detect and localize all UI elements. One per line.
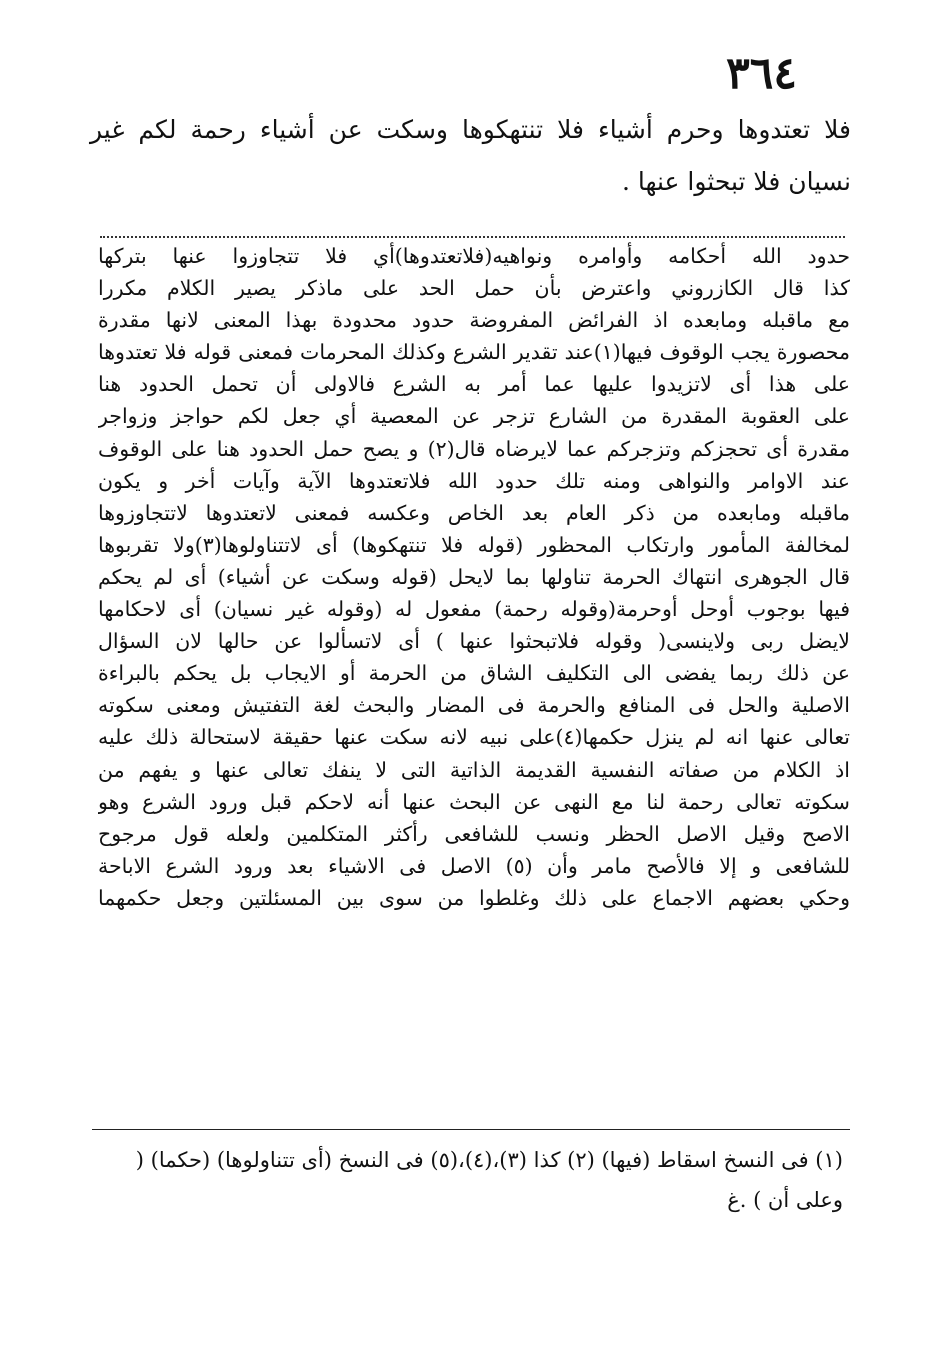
commentary-line: حدود الله أحكامه وأوامره ونواهيه(فلاتعتدوها)أي فلا تتجاوزوا عنها بتركها xyxy=(98,244,850,268)
commentary-line: محصورة يجب الوقوف فيها(١)عند تقدير الشرع وكذلك المحرمات فمعنى قوله فلا تعتدوها xyxy=(98,340,850,365)
commentary-line: سكوته تعالى رحمة لنا مع النهى عن البحث عنها أنه لاحكم قبل ورود الشرع وهو xyxy=(98,789,850,814)
commentary-line: كذا قال الكازروني واعترض بأن حمل الحد على ماذكر يصير الكلام مكررا xyxy=(98,276,850,301)
commentary-line: قال الجوهرى انتهاك الحرمة تناولها بما لايحل (قوله وسكت عن أشياء) أى لم يحكم xyxy=(98,564,850,589)
commentary-line: فيها بوجوب أوحل أوحرمة(وقوله رحمة) مفعول له (وقوله غير نسيان) أى لاحكامها xyxy=(98,597,850,622)
commentary-line: مع ماقبله ومابعده اذ الفرائض المفروضة حدود محدودة بهذا المعنى لانها مقدرة xyxy=(98,308,850,333)
commentary-line: للشافعى و إلا فالأصح مامر وأن (٥) الاصل فى الاشياء بعد ورود الشرع الاباحة xyxy=(98,853,850,878)
commentary-line: اذ الكلام من صفاته النفسية القديمة الذاتية التى لا ينفك تعالى عنها و يفهم من xyxy=(98,757,850,782)
commentary-line: عند الاوامر والنواهى ومنه تلك حدود الله فلاتعتدوها الآية وآيات أخر و يكون xyxy=(98,468,850,493)
dotted-separator xyxy=(100,236,845,238)
commentary-line: وحكي بعضهم الاجماع على ذلك وغلطوا من سوى بين المسئلتين وجعل حكمهما xyxy=(98,885,850,910)
footnote-text: (١) فى النسخ اسقاط (فيها) (٢) كذا (٣)،(٤)،(٥) فى النسخ (أى تتناولوها) (حكما) ( وعلى أن ) .غ xyxy=(135,1148,843,1212)
commentary-line: الاصلية والحل فى المنافع والحرمة فى المضار والبحث لغة التفتيش ومعنى سكوته xyxy=(98,693,850,718)
commentary-line: على العقوبة المقدرة من الشارع تزجر عن المعصية أي جعل لكم حواجز وزواجر xyxy=(98,404,850,429)
footnote-rule xyxy=(92,1129,850,1130)
commentary-line: لايضل ربى ولاينسى( وقوله فلاتبحثوا عنها ) أى لاتسألوا عن حالها لان السؤال xyxy=(98,629,850,654)
commentary-line: مقدرة أى تحجزكم وتزجركم عما لايرضاه قال(٢) و يصح حمل الحدود هنا على الوقوف xyxy=(98,436,850,461)
commentary-line: ماقبله ومابعده من ذكر العام بعد الخاص وعكسه فمعنى لاتعتدوها لاتتجاوزوها xyxy=(98,500,850,525)
commentary-line: على هذا أى لاتزيدوا عليها عما أمر به الشرع فالاولى أن تحمل الحدود هنا xyxy=(98,372,850,397)
hadith-text: فلا تعتدوها وحرم أشياء فلا تنتهكوها وسكت عن أشياء رحمة لكم غير نسيان فلا تبحثوا عنها . xyxy=(90,115,851,196)
commentary-text xyxy=(98,240,850,914)
commentary-line: الاصح وقيل الاصل الحظر ونسب للشافعى رأكثر المتكلمين ولعله قول مرجوح xyxy=(98,821,850,846)
page-number: ٣٦٤ xyxy=(726,48,797,99)
commentary-line: لمخالفة المأمور وارتكاب المحظور (قوله فلا تنتهكوها) أى لاتتناولوها(٣)ولا تقربوها xyxy=(98,532,850,557)
commentary-line: عن ذلك ربما يفضى الى التكليف الشاق من الحرمة أو الايجاب بل يحكم بالبراءة xyxy=(98,661,850,686)
commentary-line: تعالى عنها انه لم ينزل حكمها(٤)على نبيه لانه سكت عنها حقيقة لاستحالة ذلك عليه xyxy=(98,725,850,750)
